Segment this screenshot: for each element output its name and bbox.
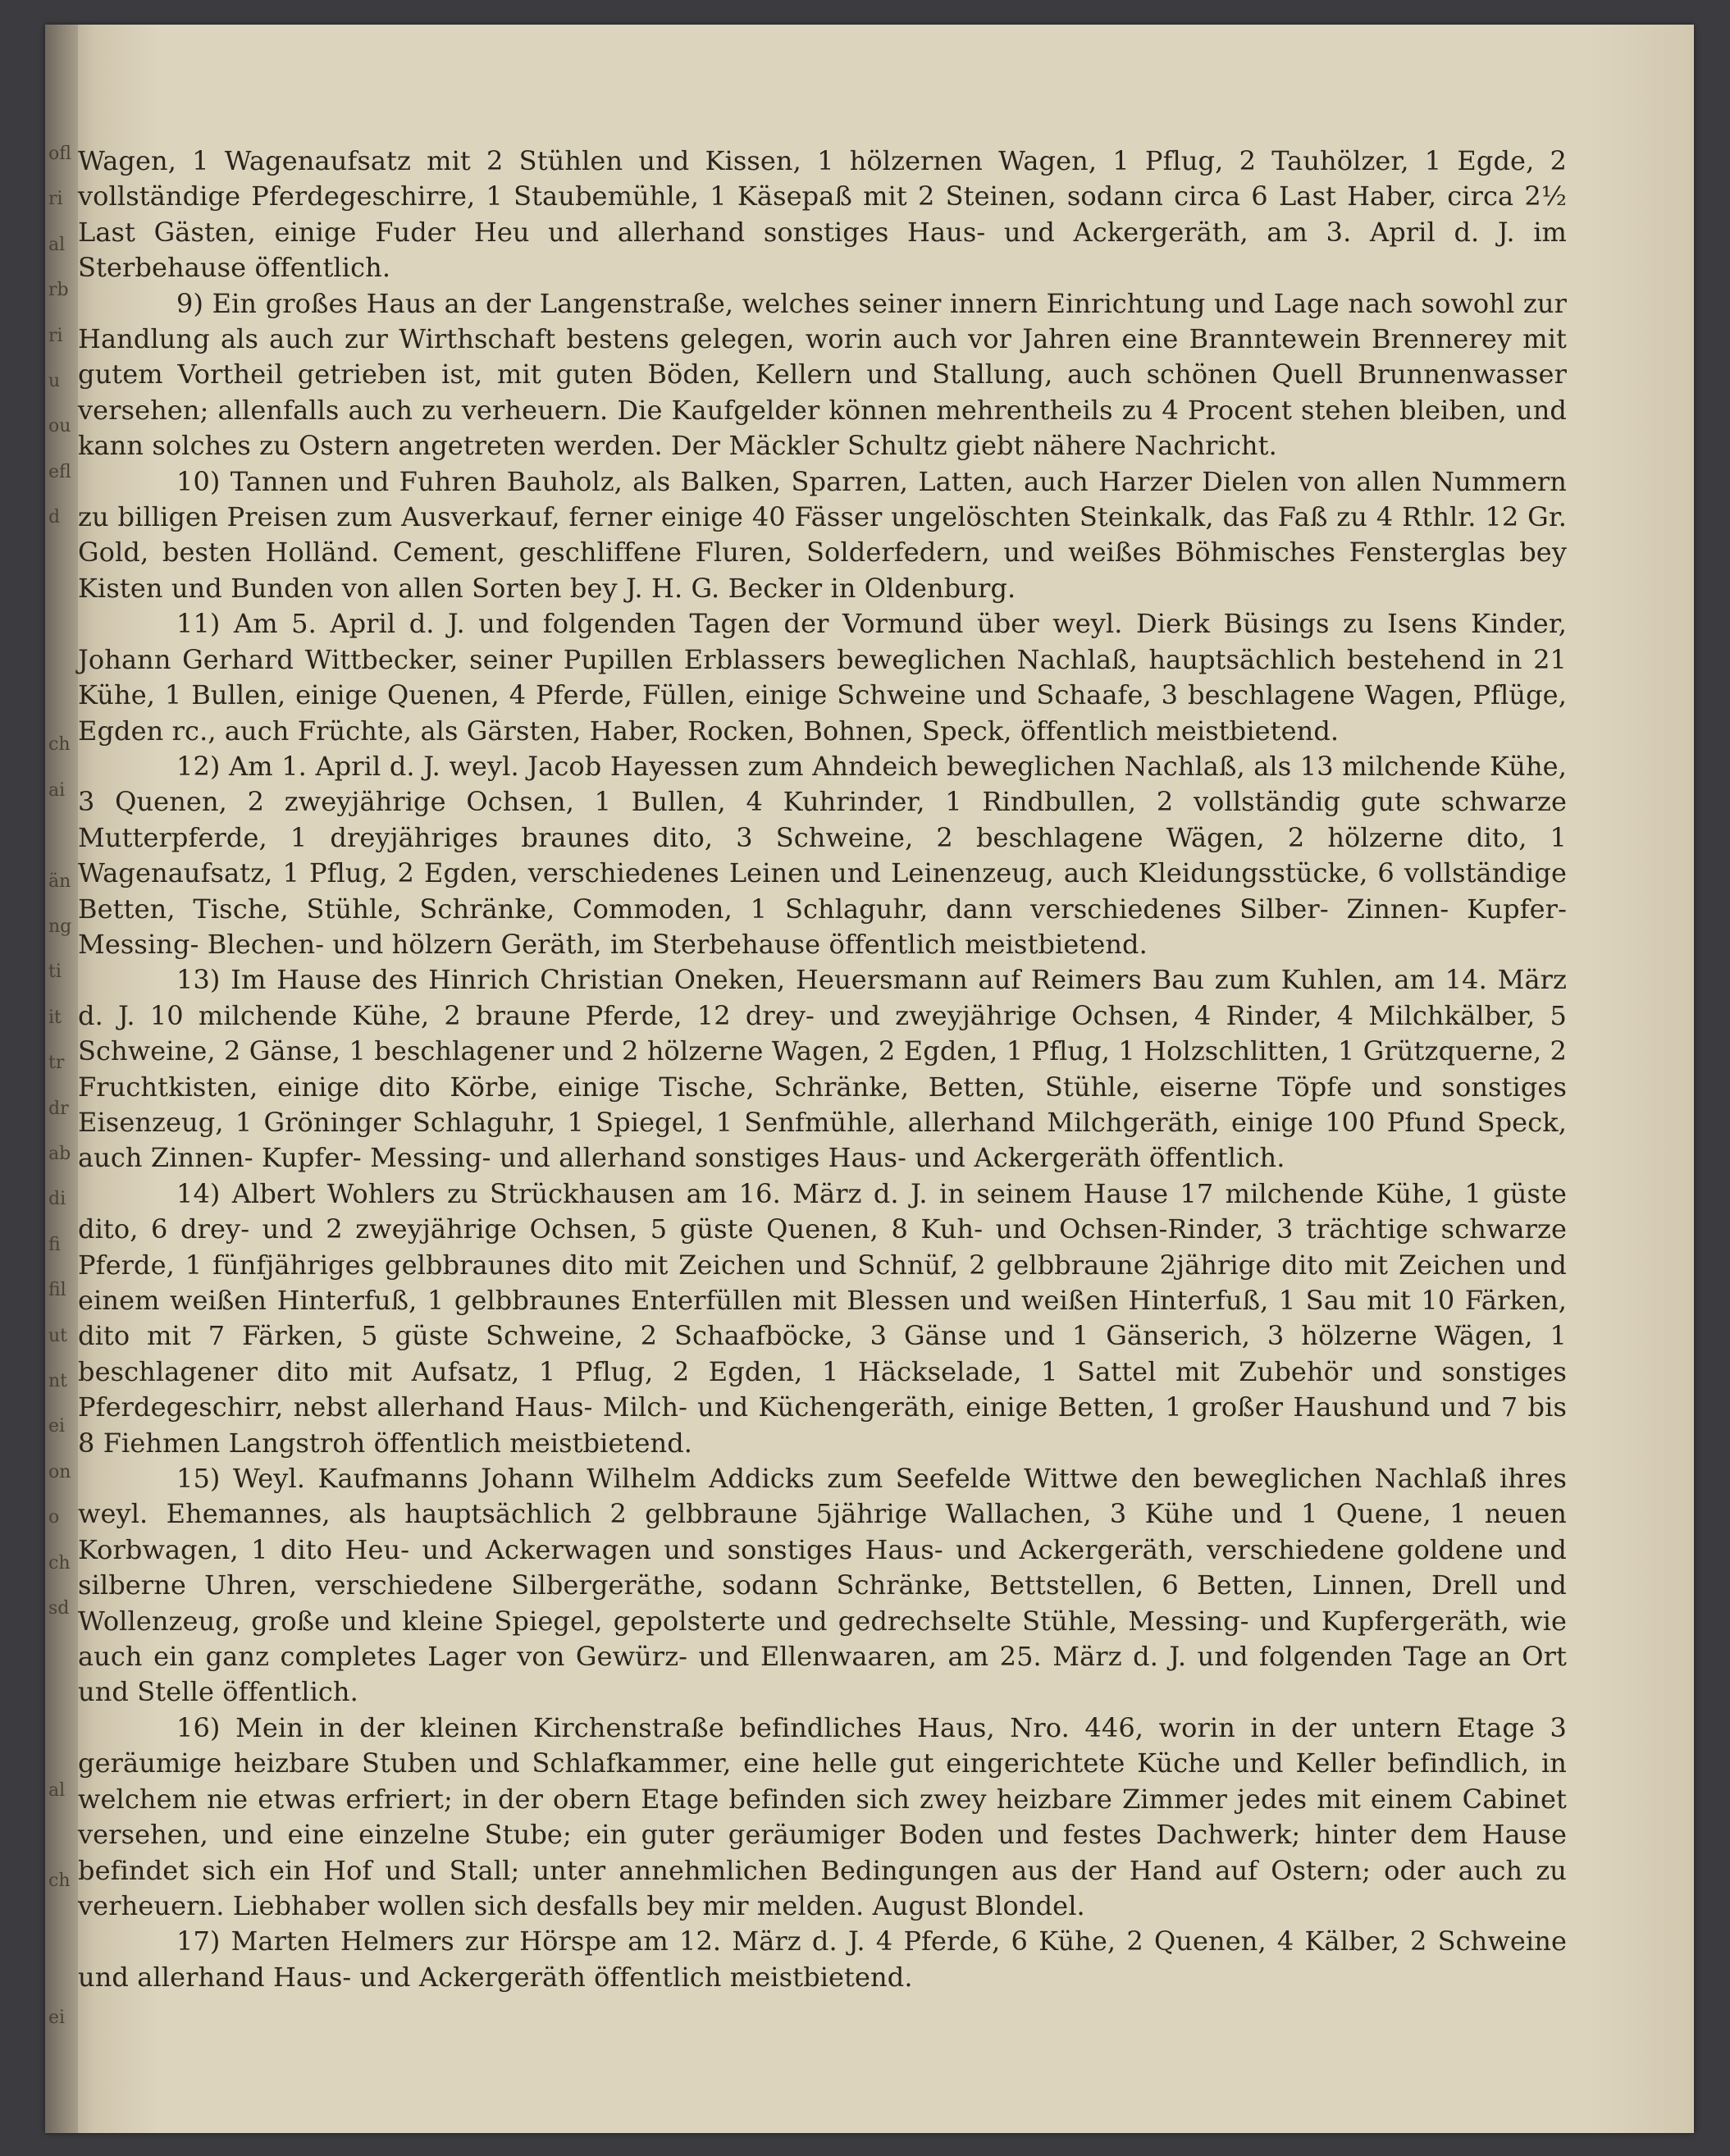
margin-fragment: tr xyxy=(48,1053,65,1074)
margin-fragment: dr xyxy=(48,1098,69,1119)
margin-fragment: on xyxy=(48,1461,71,1482)
margin-fragment: ei xyxy=(48,2007,66,2028)
margin-fragment: ou xyxy=(48,416,71,437)
margin-fragment: ofl xyxy=(48,144,71,164)
margin-fragments xyxy=(48,131,73,2040)
margin-fragment: ch xyxy=(48,1552,71,1574)
document-page xyxy=(45,25,1694,2133)
margin-fragment: d xyxy=(48,507,61,528)
margin-fragment: ch xyxy=(48,1871,71,1892)
margin-fragment: di xyxy=(48,1189,66,1210)
margin-fragment xyxy=(48,1722,73,1767)
margin-fragment: al xyxy=(48,234,66,255)
margin-fragment: al xyxy=(48,1779,66,1801)
margin-fragment xyxy=(48,1677,73,1722)
margin-fragment: ai xyxy=(48,779,66,801)
margin-fragment: efl xyxy=(48,461,71,482)
entry-11: 11) Am 5. April d. J. und folgenden Tagen der Vormund über weyl. Dierk Büsings zu Isens Kinder, Johann Gerhard Wittbecker, seiner Pupillen Erblassers beweglichen Nachlaß, hauptsächlich bestehend in 21 Kühe, 1 Bullen, einige Quenen, 4 Pferde, Füllen, einige Schweine und Schaafe, 3 beschlagene Wagen, Pflüge, Egden rc., auch Früchte, als Gärsten, Haber, Rocken, Bohnen, Speck, öffentlich meistbietend. xyxy=(78,608,1567,747)
announcement-column xyxy=(78,144,1567,1995)
margin-fragment xyxy=(48,1631,73,1676)
entry-continuation: Wagen, 1 Wagenaufsatz mit 2 Stühlen und Kissen, 1 hölzernen Wagen, 1 Pflug, 2 Tauhölzer, 1 Egde, 2 vollständige Pferdegeschirre, 1 Staubemühle, 1 Käsepaß mit 2 Steinen, sodann circa 6 Last Haber, circa 2½ Last Gästen, einige Fuder Heu und allerhand sonstiges Haus- und Ackergeräth, am 3. April d. J. im Sterbehause öffentlich. xyxy=(78,145,1567,284)
entry-10: 10) Tannen und Fuhren Bauholz, als Balken, Sparren, Latten, auch Harzer Dielen von allen Nummern zu billigen Preisen zum Ausverkauf, ferner einige 40 Fässer ungelöschten Steinkalk, das Faß zu 4 Rthlr. 12 Gr. Gold, besten Holländ. Cement, geschliffene Fluren, Solderfedern, und weißes Böhmisches Fensterglas bey Kisten und Bunden von allen Sorten bey J. H. G. Becker in Oldenburg. xyxy=(78,465,1567,604)
margin-fragment: ut xyxy=(48,1325,68,1346)
margin-fragment: fi xyxy=(48,1234,61,1255)
entry-15: 15) Weyl. Kaufmanns Johann Wilhelm Addicks zum Seefelde Wittwe den beweglichen Nachlaß ihres weyl. Ehemannes, als hauptsächlich 2 gelbbraune 5jährige Wallachen, 3 Kühe und 1 Quene, 1 neuen Korbwagen, 1 dito Heu- und Ackerwagen und sonstiges Haus- und Ackergeräth, verschiedene goldene und silberne Uhren, verschiedene Silbergeräthe, sodann Schränke, Bettstellen, 6 Betten, Linnen, Drell und Wollenzeug, große und kleine Spiegel, gepolsterte und gedrechselte Stühle, Messing- und Kupfergeräth, wie auch ein ganz completes Lager von Gewürz- und Ellenwaaren, am 25. März d. J. und folgenden Tage an Ort und Stelle öffentlich. xyxy=(78,1463,1567,1708)
margin-fragment: u xyxy=(48,371,61,392)
margin-fragment: nt xyxy=(48,1370,68,1391)
margin-fragment: ei xyxy=(48,1416,66,1437)
entry-12: 12) Am 1. April d. J. weyl. Jacob Hayessen zum Ahndeich beweglichen Nachlaß, als 13 milchende Kühe, 3 Quenen, 2 zweyjährige Ochsen, 1 Bullen, 4 Kuhrinder, 1 Rindbullen, 2 vollständig gute schwarze Mutterpferde, 1 dreyjähriges braunes dito, 3 Schweine, 2 beschlagene Wägen, 2 hölzerne dito, 1 Wagenaufsatz, 1 Pflug, 2 Egden, verschiedenes Leinen und Leinenzeug, auch Kleidungsstücke, 6 vollständige Betten, Tische, Stühle, Schränke, Commoden, 1 Schlaguhr, dann verschiedenes Silber- Zinnen- Kupfer- Messing- Blechen- und hölzern Geräth, im Sterbehause öffentlich meistbietend. xyxy=(78,750,1567,960)
margin-fragment xyxy=(48,1949,73,1994)
entry-14: 14) Albert Wohlers zu Strückhausen am 16. März d. J. in seinem Hause 17 milchende Kühe, 1 güste dito, 6 drey- und 2 zweyjährige Ochsen, 5 güste Quenen, 8 Kuh- und Ochsen-Rinder, 3 trächtige schwarze Pferde, 1 fünfjähriges gelbbraunes dito mit Zeichen und Schnüf, 2 gelbbraune 2jährige dito mit Zeichen und einem weißen Hinterfuß, 1 gelbbraunes Enterfüllen mit Blessen und weißen Hinterfuß, 1 Sau mit 10 Färken, dito mit 7 Färken, 5 güste Schweine, 2 Schaafböcke, 3 Gänse und 1 Gänserich, 3 hölzerne Wägen, 1 beschlagener dito mit Aufsatz, 1 Pflug, 2 Egden, 1 Häckselade, 1 Sattel mit Zubehör und sonstiges Pferdegeschirr, nebst allerhand Haus- Milch- und Küchengeräth, einige Betten, 1 großer Haushund und 7 bis 8 Fiehmen Langstroh öffentlich meistbietend. xyxy=(78,1177,1567,1459)
margin-fragment: rb xyxy=(48,280,69,301)
entry-17: 17) Marten Helmers zur Hörspe am 12. März d. J. 4 Pferde, 6 Kühe, 2 Quenen, 4 Kälber, 2 Schweine und allerhand Haus- und Ackergeräth öffentlich meistbietend. xyxy=(78,1925,1567,1993)
margin-fragment xyxy=(48,541,73,586)
margin-fragment: ri xyxy=(48,325,63,346)
margin-fragment: ab xyxy=(48,1143,71,1164)
margin-fragment: än xyxy=(48,870,71,892)
margin-fragment xyxy=(48,677,73,722)
margin-fragment: ng xyxy=(48,916,72,937)
margin-fragment: it xyxy=(48,1007,62,1028)
margin-fragment: sd xyxy=(48,1598,70,1619)
margin-fragment: ti xyxy=(48,962,62,983)
margin-fragment xyxy=(48,1904,73,1949)
margin-fragment: fil xyxy=(48,1280,66,1301)
margin-fragment: ri xyxy=(48,189,63,210)
margin-fragment xyxy=(48,1813,73,1858)
margin-fragment xyxy=(48,813,73,858)
entry-9: 9) Ein großes Haus an der Langenstraße, welches seiner innern Einrichtung und Lage nach sowohl zur Handlung als auch zur Wirthschaft bestens gelegen, worin auch vor Jahren eine Branntewein Brennerey mit gutem Vortheil getrieben ist, mit guten Böden, Kellern und Stallung, auch schönen Quell Brunnenwasser versehen; allenfalls auch zu verheuern. Die Kaufgelder können mehrentheils zu 4 Procent stehen bleiben, und kann solches zu Ostern angetreten werden. Der Mäckler Schultz giebt nähere Nachricht. xyxy=(78,287,1567,462)
margin-fragment xyxy=(48,586,73,631)
entry-16: 16) Mein in der kleinen Kirchenstraße befindliches Haus, Nro. 446, worin in der untern Etage 3 geräumige heizbare Stuben und Schlafkammer, eine helle gut eingerichtete Küche und Keller befindlich, in welchem nie etwas erfriert; in der obern Etage befinden sich zwey heizbare Zimmer jedes mit einem Cabinet versehen, und eine einzelne Stube; ein guter geräumiger Boden und festes Dachwerk; hinter dem Hause befindet sich ein Hof und Stall; unter annehmlichen Bedingungen aus der Hand auf Ostern; oder auch zu verheuern. Liebhaber wollen sich desfalls bey mir melden. August Blondel. xyxy=(78,1711,1567,1921)
margin-fragment xyxy=(48,631,73,676)
margin-fragment: ch xyxy=(48,734,71,756)
margin-fragment: o xyxy=(48,1507,60,1528)
entry-13: 13) Im Hause des Hinrich Christian Oneken, Heuersmann auf Reimers Bau zum Kuhlen, am 14. März d. J. 10 milchende Kühe, 2 braune Pferde, 12 drey- und zweyjährige Ochsen, 4 Rinder, 4 Milchkälber, 5 Schweine, 2 Gänse, 1 beschlagener und 2 hölzerne Wagen, 2 Egden, 1 Pflug, 1 Holzschlitten, 1 Grützquerne, 2 Fruchtkisten, einige dito Körbe, einige Tische, Schränke, Betten, Stühle, eiserne Töpfe und sonstiges Eisenzeug, 1 Gröninger Schlaguhr, 1 Spiegel, 1 Senfmühle, allerhand Milchgeräth, einige 100 Pfund Speck, auch Zinnen- Kupfer- Messing- und allerhand sonstiges Haus- und Ackergeräth öffentlich. xyxy=(78,964,1567,1174)
